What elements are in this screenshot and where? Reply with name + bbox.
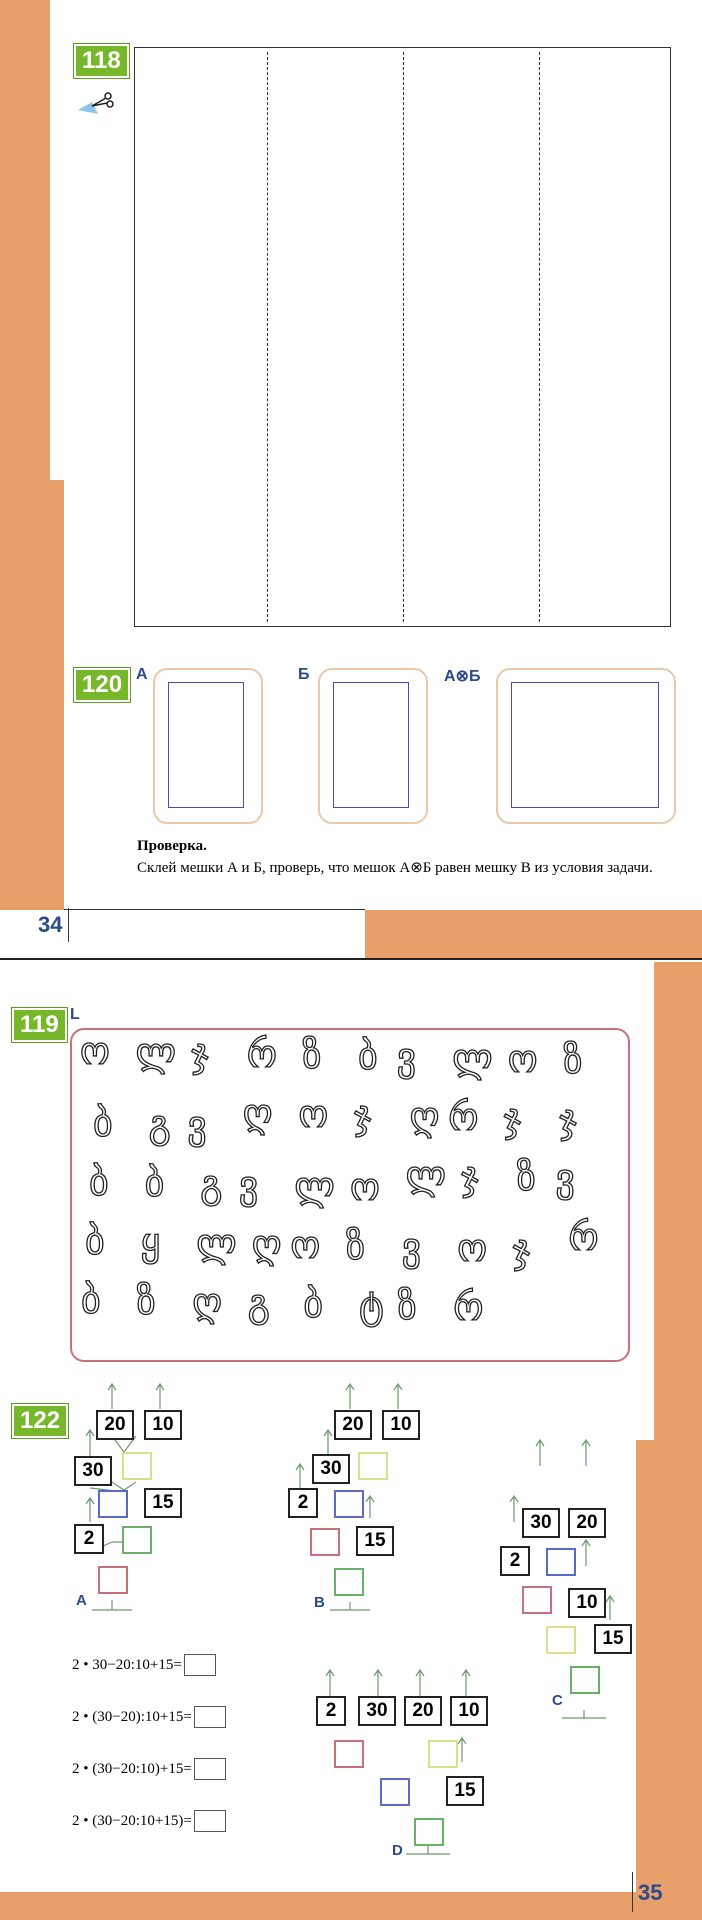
georgian-glyph: ჯ	[191, 1031, 209, 1075]
tree-a-num-4: 15	[144, 1488, 182, 1518]
tree-a-num-1: 20	[96, 1410, 134, 1440]
georgian-glyph: ბ	[303, 1282, 324, 1326]
georgian-glyph: რ	[246, 1032, 278, 1076]
scissors-icon	[76, 88, 118, 118]
georgian-glyph: ო	[80, 1029, 110, 1073]
georgian-glyph: ბ	[144, 1161, 165, 1205]
georgian-glyph: ბ	[85, 1219, 105, 1263]
bag-b-label: Б	[298, 666, 310, 683]
cut-line-2	[403, 52, 404, 622]
georgian-glyph: ყ	[140, 1220, 161, 1264]
tree-b-blue-box[interactable]	[334, 1490, 364, 1518]
georgian-glyph: ღ	[409, 1094, 440, 1138]
equation-3	[72, 1758, 226, 1780]
tree-c-num-4: 10	[568, 1588, 606, 1618]
tree-d-red-box[interactable]	[334, 1740, 364, 1768]
tree-d-num-4: 10	[450, 1696, 488, 1726]
georgian-glyph: ო	[290, 1223, 321, 1267]
bag-a-inner	[168, 682, 244, 808]
bag-ab-label: А⊗Б	[444, 668, 481, 685]
tree-c-num-2: 20	[568, 1508, 606, 1538]
tree-a-num-3: 30	[74, 1456, 112, 1486]
tree-b-label: B	[314, 1594, 325, 1611]
tree-b-num-4: 2	[288, 1488, 318, 1518]
tree-d-blue-box[interactable]	[380, 1778, 410, 1806]
tree-c-blue-box[interactable]	[546, 1548, 576, 1576]
task-118-badge: 118	[74, 44, 129, 78]
equation-4-answer-box[interactable]	[194, 1810, 226, 1832]
cut-line-3	[539, 52, 540, 622]
georgian-glyph: ვ	[401, 1225, 422, 1269]
tree-c-num-1: 30	[522, 1508, 560, 1538]
tree-c-green-box[interactable]	[570, 1666, 600, 1694]
left-orange-margin-top	[0, 0, 50, 910]
georgian-glyph: ვ	[187, 1103, 207, 1147]
equation-2	[72, 1706, 226, 1728]
tree-c-num-5: 15	[594, 1624, 632, 1654]
tree-b-num-3: 30	[312, 1454, 350, 1484]
equation-1-text: 2 • 30−20:10+15=	[72, 1656, 182, 1673]
georgian-glyph: ღ	[192, 1280, 223, 1324]
georgian-glyph: ღ	[242, 1091, 273, 1135]
georgian-glyph: ზ	[136, 1279, 156, 1323]
page-number-divider-34	[68, 908, 69, 942]
cut-line-1	[267, 52, 268, 622]
georgian-glyph: გ	[247, 1281, 270, 1325]
georgian-glyph: ტ	[359, 1283, 384, 1327]
tree-c-yellow-box[interactable]	[546, 1626, 576, 1654]
tree-a-label: A	[76, 1592, 87, 1609]
georgian-glyph: რ	[448, 1095, 479, 1139]
georgian-glyph: ჯ	[512, 1227, 531, 1271]
page-number-divider-35	[632, 1872, 633, 1912]
tree-b-green-box[interactable]	[334, 1568, 364, 1596]
equation-3-answer-box[interactable]	[194, 1758, 226, 1780]
equation-1-answer-box[interactable]	[184, 1654, 216, 1676]
georgian-glyph: ზ	[302, 1033, 322, 1077]
page-split	[0, 958, 702, 960]
georgian-glyph: ბ	[81, 1278, 101, 1322]
georgian-glyph: ლ	[405, 1153, 447, 1197]
task-119-badge: 119	[12, 1008, 67, 1042]
tree-a-red-box[interactable]	[98, 1566, 128, 1594]
georgian-glyph: ჯ	[503, 1096, 522, 1140]
tree-b-num-1: 20	[334, 1410, 372, 1440]
check-text: Склей мешки А и Б, проверь, что мешок А⊗Б равен мешку В из условия задачи.	[137, 860, 653, 876]
tree-b-red-box[interactable]	[310, 1528, 340, 1556]
tree-b-yellow-box[interactable]	[358, 1452, 388, 1480]
tree-d-num-2: 30	[358, 1696, 396, 1726]
corner-label-L: L	[70, 1006, 80, 1023]
tree-d-yellow-box[interactable]	[428, 1740, 458, 1768]
task-120-badge: 120	[74, 668, 130, 702]
georgian-glyph: ო	[298, 1092, 329, 1136]
georgian-glyph: ვ	[396, 1035, 417, 1079]
left-orange-margin-lower	[50, 480, 64, 910]
glyph-area	[70, 1028, 626, 1358]
georgian-glyph: ზ	[563, 1038, 583, 1082]
tree-d-green-box[interactable]	[414, 1818, 444, 1846]
tree-c-label: C	[552, 1692, 563, 1709]
georgian-glyph: ბ	[358, 1034, 378, 1078]
tree-b-num-2: 10	[382, 1410, 420, 1440]
bottom-orange-strip-top-page	[365, 910, 702, 960]
tree-d-num-3: 20	[404, 1696, 442, 1726]
georgian-glyph: ლ	[196, 1221, 237, 1265]
tree-c-red-box[interactable]	[522, 1586, 552, 1614]
page-number-35: 35	[638, 1880, 663, 1905]
georgian-glyph: ო	[507, 1037, 538, 1081]
georgian-glyph: ზ	[346, 1224, 366, 1268]
georgian-glyph: ჯ	[559, 1097, 577, 1141]
tree-c-num-3: 2	[500, 1546, 530, 1576]
georgian-glyph: ჯ	[461, 1154, 479, 1198]
georgian-glyph: რ	[568, 1215, 599, 1259]
tree-a-yellow-box[interactable]	[122, 1452, 152, 1480]
georgian-glyph: გ	[200, 1162, 223, 1206]
equation-4-text: 2 • (30−20:10+15)=	[72, 1812, 192, 1829]
georgian-glyph: ზ	[397, 1284, 417, 1328]
task-122-badge: 122	[12, 1404, 68, 1438]
georgian-glyph: ვ	[238, 1163, 259, 1207]
equation-2-answer-box[interactable]	[194, 1706, 226, 1728]
bag-ab-inner	[511, 682, 659, 808]
georgian-glyph: ჯ	[354, 1093, 372, 1137]
tree-d-num-5: 15	[446, 1776, 484, 1806]
tree-a-green-box[interactable]	[122, 1526, 152, 1554]
georgian-glyph: ო	[457, 1226, 488, 1270]
bag-b-inner	[333, 682, 409, 808]
georgian-glyph: ბ	[93, 1101, 113, 1145]
tree-b-num-5: 15	[356, 1526, 394, 1556]
tree-a-num-2: 10	[144, 1410, 182, 1440]
georgian-glyph: ლ	[452, 1036, 493, 1080]
georgian-glyph: ღ	[251, 1222, 282, 1266]
georgian-glyph: ბ	[89, 1160, 109, 1204]
georgian-glyph: რ	[453, 1285, 484, 1329]
georgian-glyph: ლ	[294, 1164, 335, 1208]
georgian-glyph: ო	[350, 1165, 380, 1209]
bag-a-label: А	[136, 666, 148, 683]
georgian-glyph: ლ	[135, 1030, 177, 1074]
georgian-glyph: ვ	[555, 1156, 575, 1200]
page-bottom-rule-34	[64, 909, 365, 910]
georgian-glyph: გ	[148, 1102, 171, 1146]
tree-a-num-5: 2	[74, 1524, 104, 1554]
equation-4	[72, 1810, 226, 1832]
georgian-glyph: ზ	[516, 1155, 536, 1199]
tree-d-num-1: 2	[316, 1696, 346, 1726]
tree-d-label: D	[392, 1842, 403, 1859]
equation-3-text: 2 • (30−20:10)+15=	[72, 1760, 192, 1777]
page-number-34: 34	[38, 912, 63, 937]
tree-a-blue-box[interactable]	[98, 1490, 128, 1518]
equation-2-text: 2 • (30−20):10+15=	[72, 1708, 192, 1725]
check-title: Проверка.	[137, 838, 207, 854]
equation-1	[72, 1654, 216, 1676]
